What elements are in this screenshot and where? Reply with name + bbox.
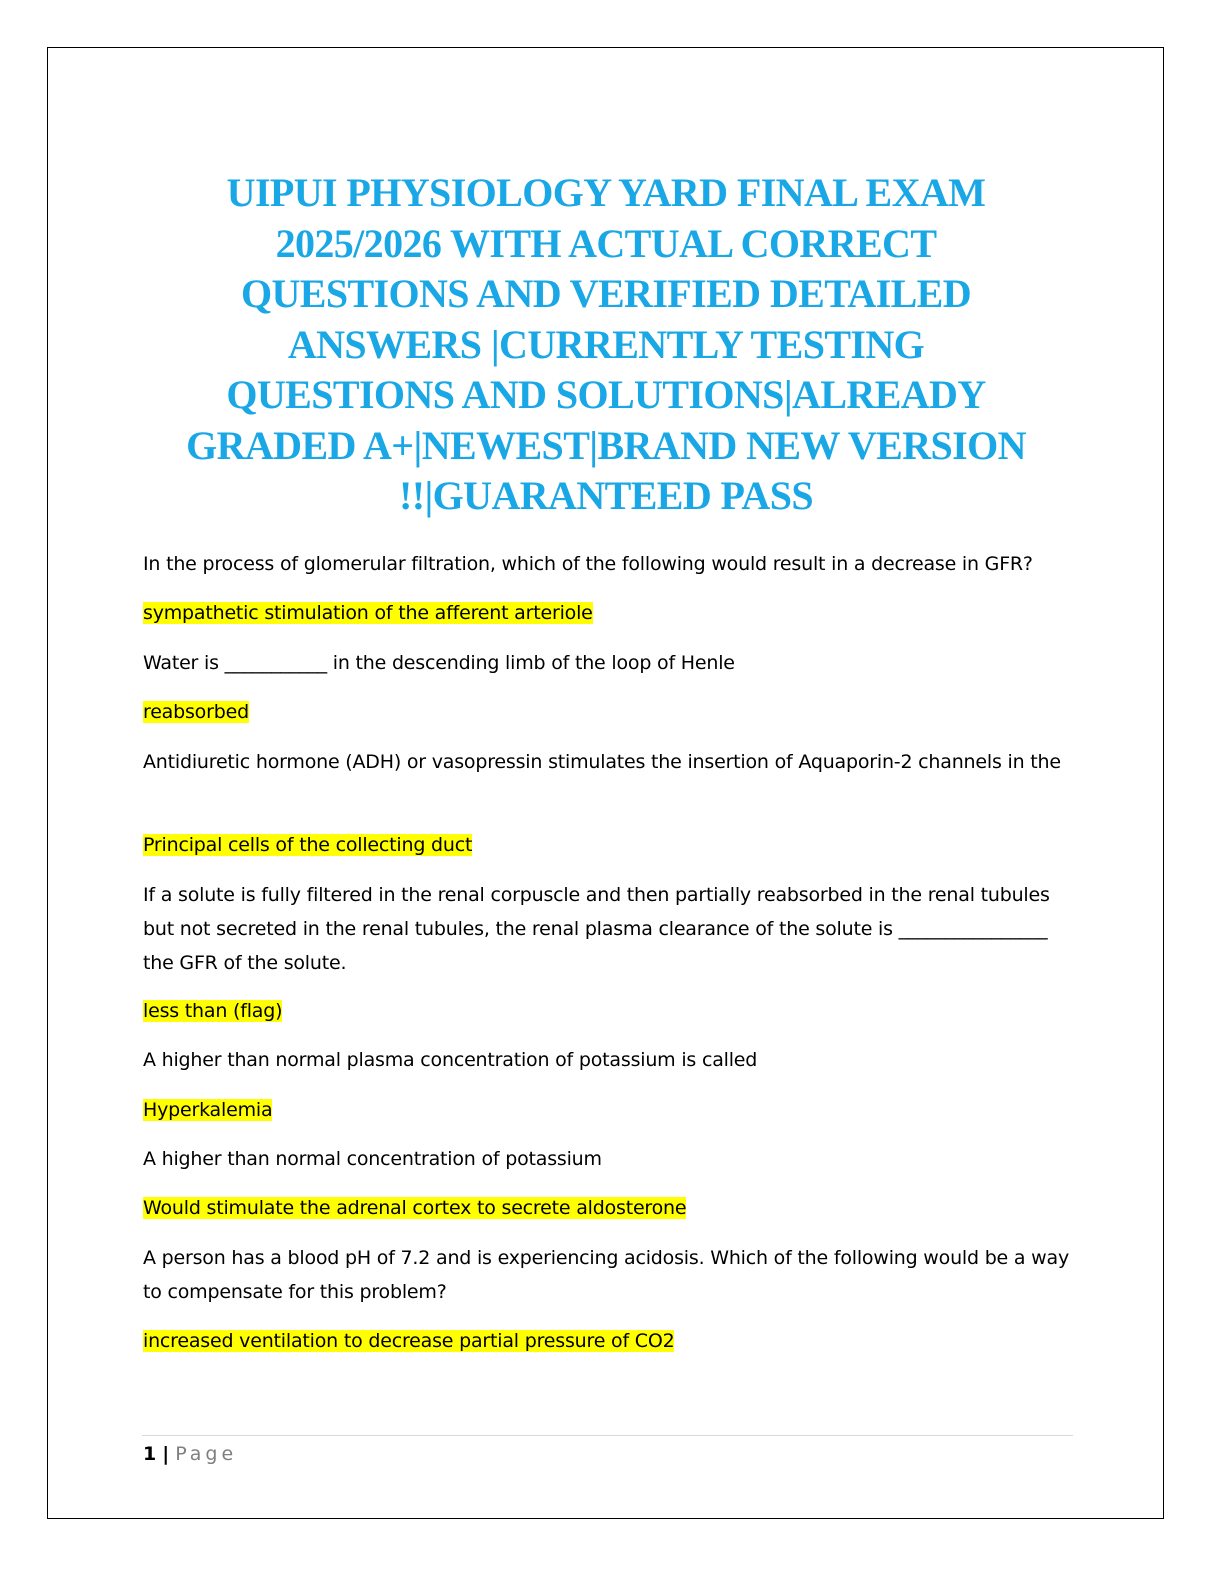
answer-4 <box>143 994 1073 1028</box>
question-5: A higher than normal plasma concentration of potassium is called <box>143 1049 758 1071</box>
title-line-1: UIPUI PHYSIOLOGY YARD FINAL EXAM <box>226 170 986 215</box>
answer-3-highlight: Principal cells of the collecting duct <box>143 834 473 856</box>
answer-3 <box>143 828 1073 862</box>
answer-2 <box>143 695 1073 729</box>
footer-rule <box>142 1435 1073 1436</box>
answer-1-highlight: sympathetic stimulation of the afferent arteriole <box>143 602 593 624</box>
document-title <box>110 168 1102 522</box>
answer-6-highlight: Would stimulate the adrenal cortex to secrete aldosterone <box>143 1197 687 1219</box>
title-line-3: QUESTIONS AND VERIFIED DETAILED <box>240 271 972 316</box>
question-7: A person has a blood pH of 7.2 and is experiencing acidosis. Which of the following would be a way to compensate for this problem? <box>143 1247 1069 1303</box>
page-label: Page <box>175 1443 238 1465</box>
title-line-7: !!|GUARANTEED PASS <box>399 473 813 518</box>
page-number: 1 <box>143 1443 157 1465</box>
title-line-6: GRADED A+|NEWEST|BRAND NEW VERSION <box>186 422 1026 468</box>
answer-6 <box>143 1191 1073 1225</box>
title-line-5: QUESTIONS AND SOLUTIONS|ALREADY <box>226 372 986 417</box>
footer-separator: | <box>162 1443 170 1465</box>
question-6: A higher than normal concentration of potassium <box>143 1148 602 1170</box>
answer-7 <box>143 1324 1073 1358</box>
question-3: Antidiuretic hormone (ADH) or vasopressin stimulates the insertion of Aquaporin-2 channels in the <box>143 751 1061 773</box>
question-4: If a solute is fully filtered in the renal corpuscle and then partially reabsorbed in the renal tubules but not secreted in the renal tubules, the renal plasma clearance of the solute is ________________ the GFR of the solute. <box>143 884 1050 974</box>
page-footer <box>143 1440 237 1468</box>
title-line-2: 2025/2026 WITH ACTUAL CORRECT <box>275 220 937 266</box>
title-line-4: ANSWERS |CURRENTLY TESTING <box>287 321 925 367</box>
question-2: Water is ___________ in the descending limb of the loop of Henle <box>143 652 735 674</box>
answer-5-highlight: Hyperkalemia <box>143 1099 273 1121</box>
answer-2-highlight: reabsorbed <box>143 701 249 723</box>
answer-5 <box>143 1093 1073 1127</box>
answer-1 <box>143 596 1073 630</box>
answer-4-highlight: less than (flag) <box>143 1000 283 1022</box>
question-1: In the process of glomerular filtration, which of the following would result in a decrease in GFR? <box>143 553 1033 575</box>
answer-7-highlight: increased ventilation to decrease partial pressure of CO2 <box>143 1330 675 1352</box>
